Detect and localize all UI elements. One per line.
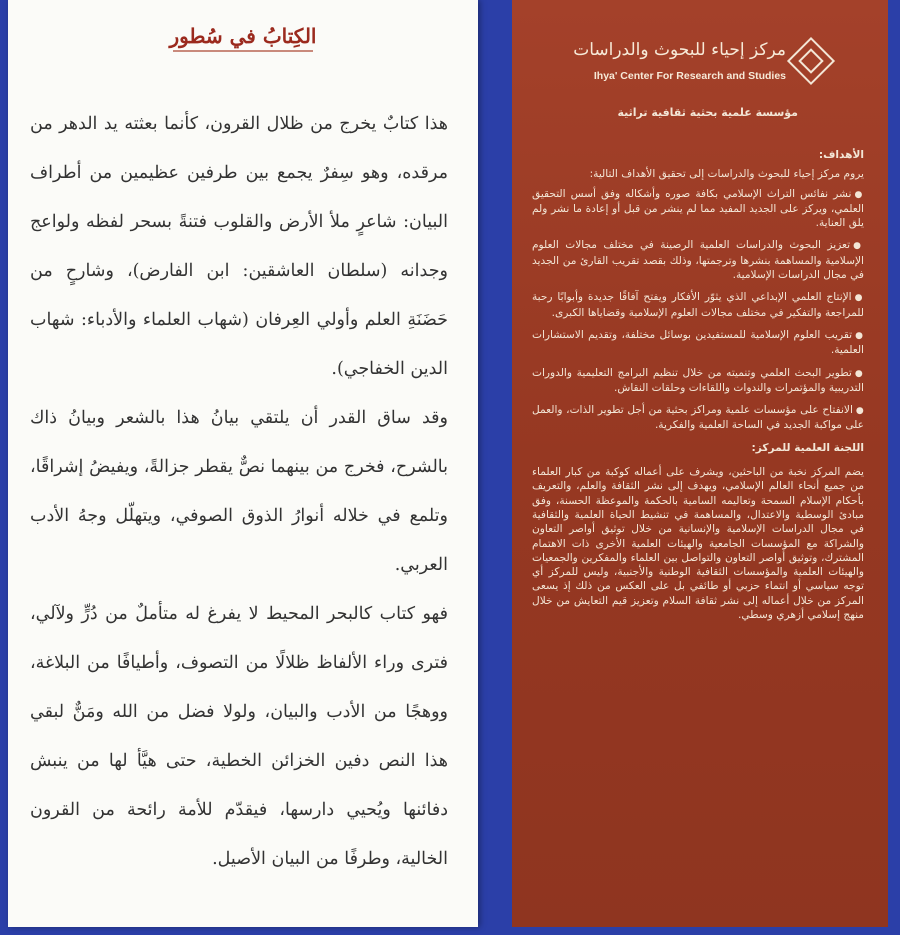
- left-page: [8, 0, 478, 927]
- page-title: الكِتابُ في سُطور: [158, 24, 328, 52]
- center-logo: [568, 40, 828, 90]
- goal-item: ●تقريب العلوم الإسلامية للمستفيدين بوسائل مختلفة، وتقديم الاستشارات العلمية.: [532, 328, 864, 357]
- goal-item: ●الانفتاح على مؤسسات علمية ومراكز بحثية من أجل تطوير الذات، والعمل على مواكبة الجديد في الساحة العلمية والفكرية.: [532, 404, 864, 432]
- bullet-icon: ●: [855, 330, 864, 341]
- goals-heading: الأهداف:: [818, 149, 864, 161]
- title-underline: [173, 50, 313, 52]
- goal-item: ●نشر نفائس التراث الإسلامي بكافة صوره وأشكاله وفق أسس التحقيق العلمي، ويركز على الجديد المفيد مما لم ينشر من قبل أو إعادة ما نشر ولم يلق العناية.: [532, 187, 864, 230]
- goal-item: ●تعزيز البحوث والدراسات العلمية الرصينة في مختلف مجالات العلوم الإسلامية والمساهمة بنشرها وترجمتها، وذلك بقصد تقريب القارئ من الجديد في مجال الدراسات الإسلامية.: [532, 239, 864, 282]
- right-body-text: [532, 148, 864, 622]
- goals-intro: يروم مركز إحياء للبحوث والدراسات إلى تحقيق الأهداف التالية:: [589, 168, 864, 181]
- paragraph-2: وقد ساق القدر أن يلتقي بيانُ هذا بالشعر وبيانُ ذاك بالشرح، فخرج من بينهما نصٌّ يقطر جزالةً، ويفيضُ إشراقًا، وتلمع في خلاله أنوارُ الذوق الصوفي، ويتهلّل وجهُ الأدب العربي.: [30, 408, 448, 575]
- goal-item: ●الإنتاج العلمي الإبداعي الذي يثوّر الأفكار ويفتح آفاقًا جديدة وأبوابًا رحبة للمراجعة والتفكير في مختلف مجالات العلوم الإسلامية وقضاياها الكبرى.: [532, 291, 865, 319]
- bullet-icon: ●: [854, 189, 864, 200]
- right-page: [512, 0, 888, 927]
- goal-item: ●تطوير البحث العلمي وتنميته من خلال تنظيم البرامج التعليمية والدورات التدريبية والمؤتمرات والندوات واللقاءات وحلقات النقاش.: [532, 366, 864, 394]
- committee-heading: اللجنة العلمية للمركز:: [751, 441, 864, 454]
- left-body-text: [30, 100, 448, 884]
- bullet-icon: ●: [853, 241, 864, 252]
- tagline: مؤسسة علمية بحثية ثقافية تراثية: [617, 106, 798, 119]
- paragraph-3: فهو كتاب كالبحر المحيط لا يفرغ له متأملٌ من دُرٍّ ولآلي، فترى وراء الألفاظ ظلالًا من التصوف، وأطيافًا من البلاغة، ووهجًا من الأدب والبيان، ولولا فضل من الله ومَنٌّ لبقي هذا النص دفين الخزائن الخطية، حتى هيَّأ لها من ينبش دفائنها ويُحيي دارسها، فيقدّم للأمة رائحة من القرون الخالية، وطرفًا من البيان الأصيل.: [30, 604, 448, 869]
- bullet-icon: ●: [854, 293, 865, 304]
- paragraph-1: هذا كتابٌ يخرج من ظلال القرون، كأنما بعثته يد الدهر من مرقده، وهو سِفرٌ يجمع بين طرفين عظيمين من أطراف البيان: شاعرٍ ملأ الأرض والقلوب فتنةً بسحر لفظه ولواعج وجدانه (سلطان العاشقين: ابن الفارض)، وشارحٍ من حَضَنَةِ العلم وأولي العِرفان (شهاب العلماء والأدباء: شهاب الدين الخفاجي).: [30, 114, 448, 379]
- bullet-icon: ●: [854, 368, 864, 379]
- bullet-icon: ●: [855, 406, 864, 417]
- logo-arabic-name: مركز إحياء للبحوث والدراسات: [573, 40, 786, 60]
- logo-emblem-icon: [787, 37, 835, 85]
- logo-english-name: Ihya' Center For Research and Studies: [593, 70, 786, 82]
- committee-text: يضم المركز نخبة من الباحثين، ويشرف على أعماله كوكبة من كبار العلماء من جميع أنحاء العالم الإسلامي، ويهدف إلى نشر الثقافة والعلم، والتعريف بأحكام الإسلام السمحة وتعاليمه السامية بالحكمة والموعظة الحسنة، وفق مبادئ الوسطية والاعتدال، والمساهمة في تنشيط الحياة العلمية والثقافية في مجال الدراسات الإسلامية والإنسانية من خلال توثيق أواصر التعاون والشراكة مع المؤسسات الجامعية والهيئات العلمية الأخرى ذات الاهتمام المشترك، وتوثيق أواصر التعاون والتواصل بين العلماء والمفكرين والجمعيات والهيئات العلمية والمؤسسات الثقافية الوطنية والأجنبية، وليس للمركز أي توجه سياسي أو انتماء حزبي أو طائفي بل على العكس من ذلك إذ يسعى المركز من خلال أعماله إلى نشر ثقافة السلام وتعزيز قيم التعايش من خلال منهج إسلامي أزهري وسطي.: [532, 466, 864, 622]
